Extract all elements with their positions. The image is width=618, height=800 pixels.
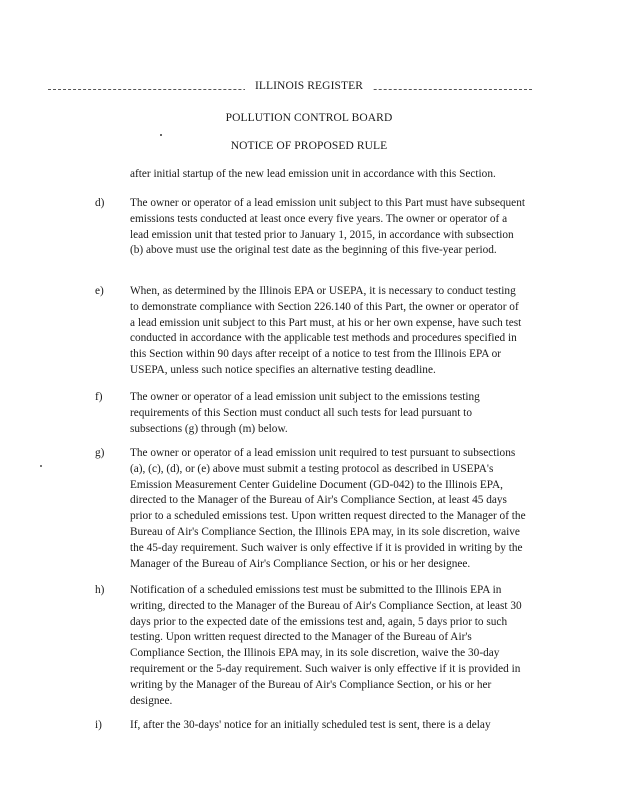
paragraph-label: f) <box>95 391 103 403</box>
paragraph-text: The owner or operator of a lead emission unit subject to this Part must have subsequent emissions tests conducted at least once every five years. The owner or operator of a lead emission unit that tested prior to January 1, 2015, in accordance with subsection (b) above must use the original test date as the beginning of this five-year period. <box>130 197 525 257</box>
notice-title: NOTICE OF PROPOSED RULE <box>230 140 388 152</box>
board-title: POLLUTION CONTROL BOARD <box>225 112 393 124</box>
paragraph-label: g) <box>95 447 105 459</box>
paragraph-text: When, as determined by the Illinois EPA or USEPA, it is necessary to conduct testing to demonstrate compliance with Section 226.140 of this Part, the owner or operator of a lead emission unit subject to this Part must, at his or her own expense, have such test conducted in accordance with the applicable test methods and procedures specified in this Section within 90 days after receipt of a notice to test from the Illinois EPA or USEPA, unless such notice specifies an alternative testing deadline. <box>130 285 522 376</box>
scan-speck <box>160 134 162 136</box>
paragraph-text: If, after the 30-days' notice for an initially scheduled test is sent, there is a delay <box>130 719 491 731</box>
paragraph-label: d) <box>95 197 105 209</box>
register-title-text: ILLINOIS REGISTER <box>245 80 373 92</box>
paragraph-label: h) <box>95 584 105 596</box>
paragraph-text: Notification of a scheduled emissions test must be submitted to the Illinois EPA in writing, directed to the Manager of the Bureau of Air's Compliance Section, at least 30 days prior to the expected date of the emissions test and, again, 5 days prior to such testing. Upon written request directed to the Manager of the Bureau of Air's Compliance Section, the Illinois EPA may, in its sole discretion, waive the 30-day requirement or the 5-day requirement. Such waiver is only effective if it is provided in writing by the Manager of the Bureau of Air's Compliance Section, or his or her designee. <box>130 584 522 707</box>
scan-speck <box>40 465 42 467</box>
paragraph-text: The owner or operator of a lead emission unit subject to the emissions testing requirements of this Section must conduct all such tests for lead pursuant to subsections (g) through (m) below. <box>130 391 480 435</box>
paragraph-label: i) <box>95 719 102 731</box>
continuation-text: after initial startup of the new lead emission unit in accordance with this Section. <box>130 168 496 180</box>
paragraph-label: e) <box>95 285 104 297</box>
paragraph-text: The owner or operator of a lead emission unit required to test pursuant to subsections (a), (c), (d), or (e) above must submit a testing protocol as described in USEPA's Emission Measurement Center Guideline Document (GD-042) to the Illinois EPA, directed to the Manager of the Bureau of Air's Compliance Section, at least 45 days prior to a scheduled emissions test. Upon written request directed to the Manager of the Bureau of Air's Compliance Section, the Illinois EPA may, in its sole discretion, waive the 45-day requirement. Such waiver is only effective if it is provided in writing by the Manager of the Bureau of Air's Compliance Section, or his or her designee. <box>130 447 526 570</box>
register-title <box>0 80 618 92</box>
